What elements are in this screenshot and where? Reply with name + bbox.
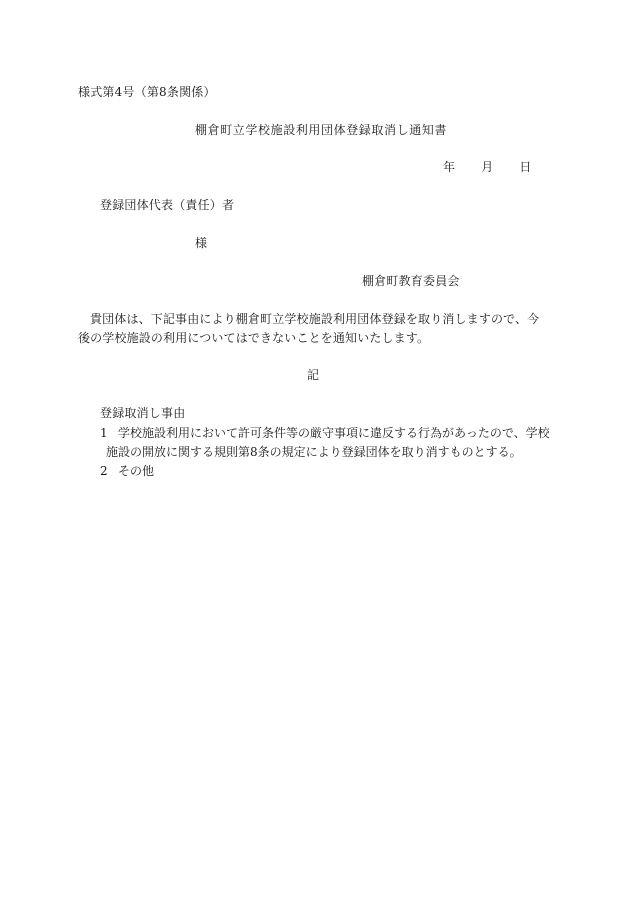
reason-item-number: 2 (100, 464, 108, 478)
reason-item (100, 462, 154, 481)
reason-item-text-line1: 学校施設利用において許可条件等の厳守事項に違反する行為があったので、学校 (118, 426, 550, 440)
reason-item (100, 424, 560, 462)
document-title: 棚倉町立学校施設利用団体登録取消し通知書 (195, 123, 448, 137)
date-year-label: 年 (443, 160, 456, 174)
body-paragraph: 貴団体は、下記事由により棚倉町立学校施設利用団体登録を取り消しますので、今後の学校施設の利用についてはできないことを通知いたします。 (78, 312, 540, 345)
honorific: 様 (195, 236, 208, 250)
date-month-label: 月 (481, 160, 494, 174)
ki-heading: 記 (307, 368, 320, 382)
reason-item-text: その他 (118, 464, 155, 478)
addressee-label: 登録団体代表（責任）者 (100, 198, 235, 212)
date-row (443, 159, 532, 175)
date-day-label: 日 (519, 160, 532, 174)
reason-heading: 登録取消し事由 (100, 406, 186, 420)
form-number: 様式第4号（第8条関係） (78, 85, 216, 99)
issuer-name: 棚倉町教育委員会 (362, 274, 460, 288)
reason-item-text-line2: 施設の開放に関する規則第8条の規定により登録団体を取り消すものとする。 (106, 445, 522, 459)
reason-item-number: 1 (100, 426, 108, 440)
